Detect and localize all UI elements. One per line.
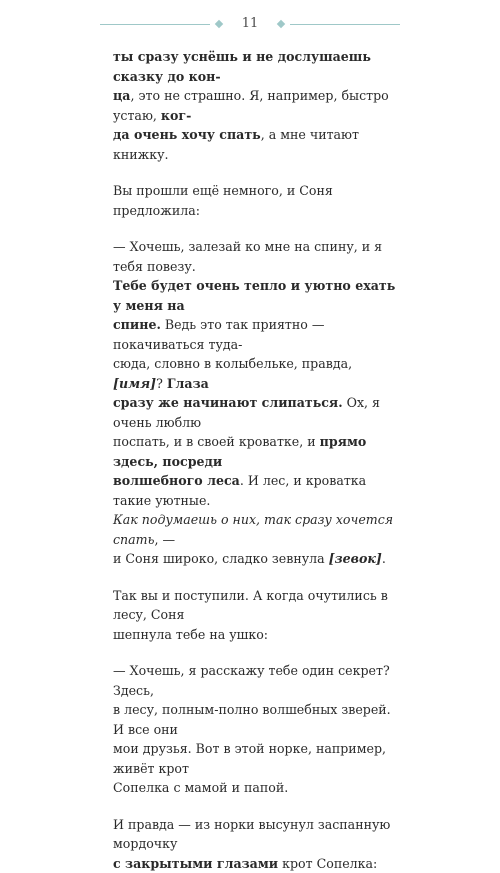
paragraph [113,237,403,569]
text-line [113,817,390,852]
bold-text: ты сразу уснёшь и не дослушаешь сказку до кон- [113,49,371,84]
paragraph [113,815,403,873]
bold-text: прямо здесь, посреди [113,434,366,469]
placeholder-text: [имя] [113,376,156,391]
text-segment: мои друзья. Вот в этой норке, например, живёт крот [113,741,386,776]
bold-text: ког- [161,108,191,123]
text-line [113,49,371,84]
bold-text: Глаза [167,376,209,391]
text-segment: поспать, и в своей кроватке, и [113,434,320,449]
bold-text: ца [113,88,130,103]
header-rule-right [290,24,400,25]
text-segment: крот Сопелка: [278,856,377,871]
bold-text: сразу же начинают слипаться. [113,395,343,410]
story-text [113,47,403,873]
paragraph [113,181,403,220]
text-line [113,239,382,274]
text-segment: Так вы и поступили. А когда очутились в лесу, Соня [113,588,388,623]
text-segment: Ведь это так приятно — покачиваться туда- [113,317,324,352]
text-line [113,473,366,508]
text-segment: в лесу, полным-полно волшебных зверей. И все они [113,702,391,737]
page-number: 11 [242,16,259,31]
text-line [113,88,389,123]
italic-text: Как подумаешь о них, так сразу хочется спать [113,512,393,547]
text-segment: — Хочешь, залезай ко мне на спину, и я тебя повезу. [113,239,382,274]
placeholder-text: [зевок] [329,551,382,566]
text-line [113,780,288,795]
text-line [113,551,386,566]
text-line [113,434,366,469]
paragraph [113,47,403,164]
paragraph [113,661,403,798]
text-segment: Ох, я очень люблю [113,395,380,430]
text-line [113,856,377,871]
bold-text: волшебного леса [113,473,240,488]
text-line [113,741,386,776]
text-line [113,317,324,352]
page-header [100,14,400,34]
text-line [113,663,390,698]
bold-text: Тебе будет очень тепло и уютно ехать у меня на [113,278,395,313]
text-line [113,278,395,313]
text-segment: ? [156,376,167,391]
text-line [113,512,393,547]
text-line [113,588,388,623]
text-segment: Сопелка с мамой и папой. [113,780,288,795]
text-segment: . [382,551,386,566]
header-rule-left [100,24,210,25]
text-segment: , а мне читают книжку. [113,127,359,162]
text-segment: , это не страшно. Я, например, быстро устаю, [113,88,389,123]
bold-text: спине. [113,317,161,332]
text-segment: И правда — из норки высунул заспанную мордочку [113,817,390,852]
bold-text: да очень хочу спать [113,127,261,142]
ornament-diamond-right-icon [277,20,285,28]
text-line [113,627,268,642]
ornament-diamond-left-icon [215,20,223,28]
text-segment: сюда, словно в колыбельке, правда, [113,356,352,371]
text-segment: Вы прошли ещё немного, и Соня предложила: [113,183,333,218]
text-segment: , — [154,532,175,547]
paragraph [113,586,403,645]
text-segment: шепнула тебе на ушко: [113,627,268,642]
bold-text: с закрытыми глазами [113,856,278,871]
text-segment: — Хочешь, я расскажу тебе один секрет? Здесь, [113,663,390,698]
text-line [113,356,352,391]
text-line [113,127,359,162]
text-line [113,395,380,430]
text-line [113,183,333,218]
text-segment: и Соня широко, сладко зевнула [113,551,329,566]
text-line [113,702,391,737]
text-segment: . И лес, и кроватка такие уютные. [113,473,366,508]
